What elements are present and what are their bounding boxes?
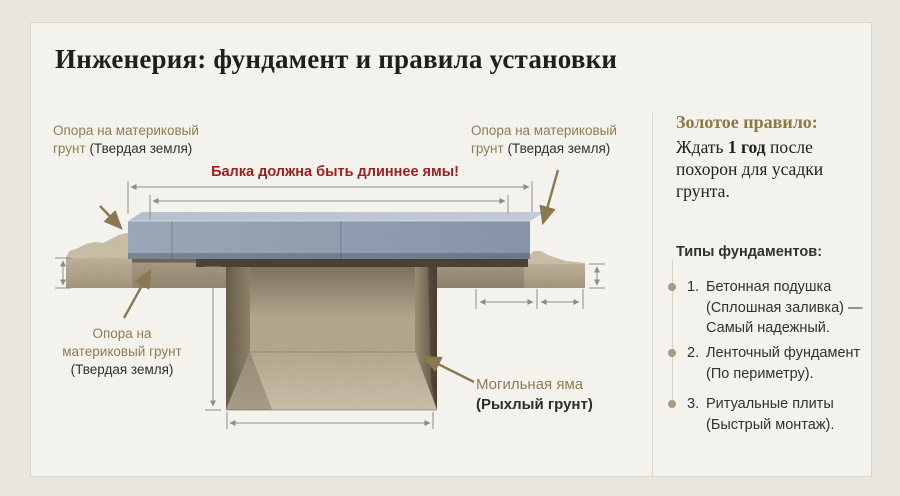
- golden-rule-heading: Золотое правило:: [676, 112, 818, 132]
- label-line: Могильная яма: [476, 376, 584, 393]
- label-support-top-left: [53, 122, 199, 158]
- foundation-type-item: 1. Бетонная подушка (Сплошная заливка) — Самый надежный.: [687, 279, 863, 336]
- arrow-top-left: [100, 206, 121, 228]
- foundation-type-item: 3. Ритуальные плиты (Быстрый монтаж).: [687, 396, 835, 433]
- label-line: грунт (Твердая земля): [471, 141, 611, 156]
- label-line: Опора на: [92, 326, 152, 341]
- arrow-top-right: [543, 170, 558, 223]
- label-line: материковый грунт: [62, 344, 182, 359]
- label-line: (Твердая земля): [70, 362, 174, 377]
- label-support-top-right: [471, 122, 617, 158]
- bullet-icon: [668, 400, 676, 408]
- concrete-beam: [120, 205, 550, 265]
- types-timeline-line: [672, 260, 673, 406]
- label-line: (Рыхлый грунт): [476, 396, 593, 413]
- panel-divider: [652, 113, 653, 476]
- golden-rule-text: Ждать 1 год после похорон для усадки грунта.: [676, 137, 824, 201]
- label-grave-pit: [476, 375, 593, 415]
- bullet-icon: [668, 349, 676, 357]
- foundation-type-item: 2. Ленточный фундамент (По периметру).: [687, 345, 861, 382]
- label-line: грунт (Твердая земля): [53, 141, 193, 156]
- bullet-icon: [668, 283, 676, 291]
- label-line: Опора на материковый: [471, 123, 617, 138]
- label-line: Опора на материковый: [53, 123, 199, 138]
- page-title: Инженерия: фундамент и правила установки: [55, 44, 618, 74]
- label-support-bottom-left: [58, 325, 186, 379]
- beam-warning-text: Балка должна быть длиннее ямы!: [211, 164, 459, 180]
- foundation-types-heading: Типы фундаментов:: [676, 244, 823, 260]
